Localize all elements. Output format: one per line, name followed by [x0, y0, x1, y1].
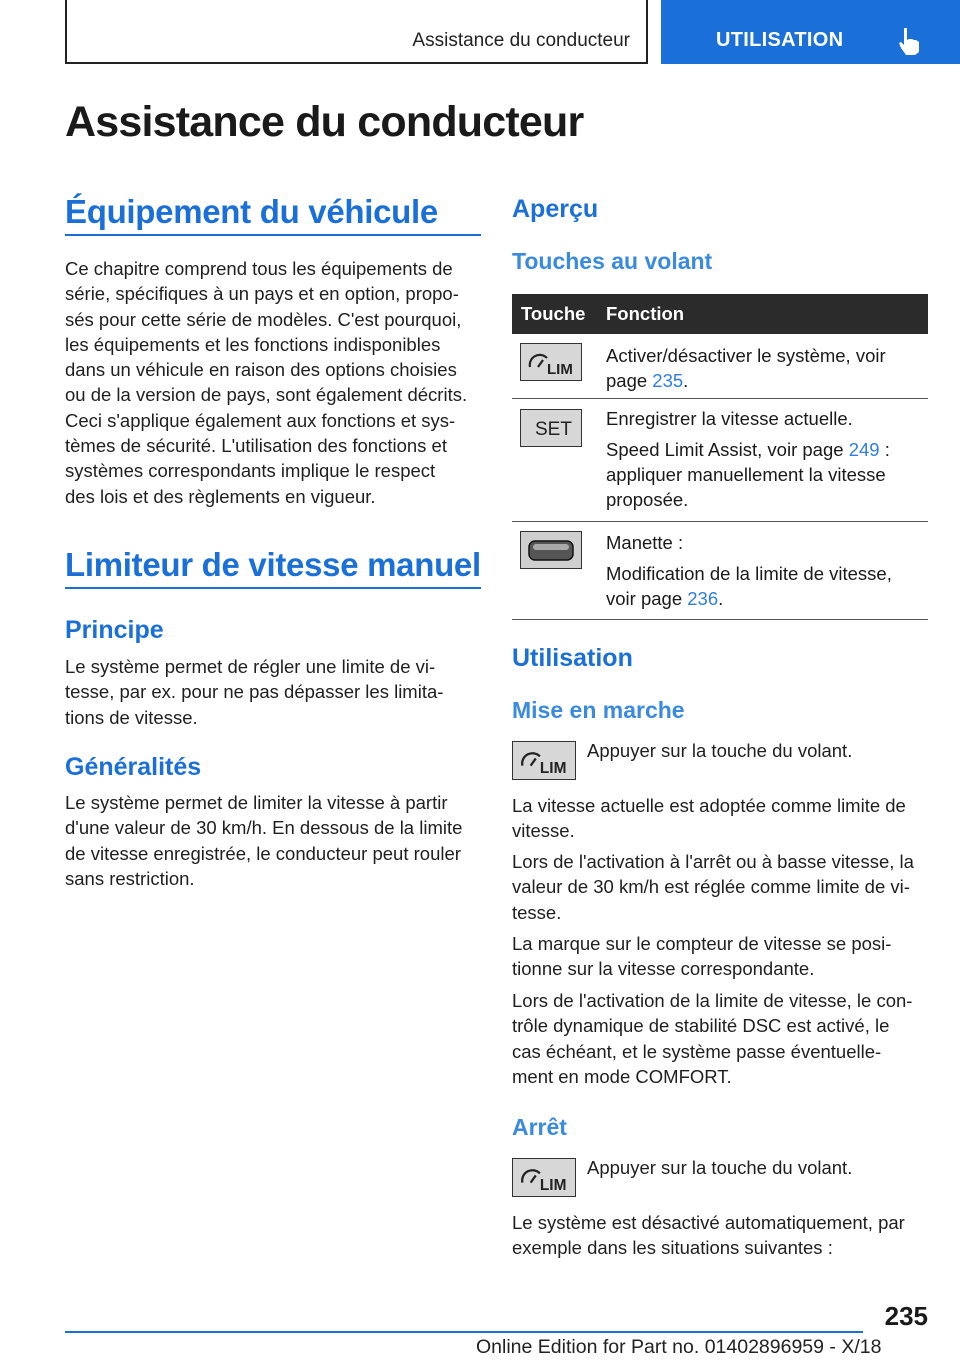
- table-cell-function: [606, 530, 892, 611]
- text-line: exemple dans les situations suivantes :: [512, 1237, 833, 1259]
- set-key-label: SET: [535, 419, 572, 440]
- text-line: sans restriction.: [65, 867, 195, 889]
- text-line: série, spécifiques à un pays et en option, propo-: [65, 283, 459, 305]
- table-header-function: Fonction: [606, 303, 685, 324]
- text-line: cas échéant, et le système passe éventuelle-: [512, 1040, 882, 1062]
- marche-paragraph: [512, 931, 891, 982]
- row-text: Manette :: [606, 532, 684, 553]
- table-header: [512, 294, 928, 334]
- text-line: ment en mode COMFORT.: [512, 1065, 732, 1087]
- header-section-title: Assistance du conducteur: [412, 30, 630, 51]
- lim-key-icon: [512, 741, 576, 780]
- page-link[interactable]: 249: [848, 439, 880, 460]
- table-row: [512, 399, 928, 522]
- lim-key-label: LIM: [539, 759, 567, 777]
- text-line: vitesse.: [512, 820, 575, 842]
- footer-rule: [65, 1331, 863, 1333]
- table-cell-function: [606, 343, 886, 393]
- subsection-title-utilisation: Utilisation: [512, 644, 633, 672]
- text-line: Lors de l'activation à l'arrêt ou à basse vitesse, la: [512, 851, 914, 872]
- text-line: des lois et des règlements en vigueur.: [65, 485, 376, 507]
- marche-paragraph: [512, 849, 914, 925]
- page-link[interactable]: 235: [652, 370, 684, 391]
- equipment-paragraph: [65, 256, 467, 509]
- principe-paragraph: [65, 654, 443, 730]
- section-rule: [65, 587, 481, 589]
- text-line: La vitesse actuelle est adoptée comme limite de: [512, 795, 906, 816]
- section-title-limiter: Limiteur de vitesse manuel: [65, 546, 481, 583]
- text-line: trôle dynamique de stabilité DSC est activé, le: [512, 1015, 890, 1037]
- row-text: appliquer manuellement la vitesse: [606, 464, 886, 485]
- subsection-title-general: Généralités: [65, 753, 202, 781]
- text-line: Le système permet de régler une limite de vi-: [65, 656, 436, 677]
- text-line: sés pour cette série de modèles. C'est pourquoi,: [65, 308, 462, 330]
- general-paragraph: [65, 790, 462, 891]
- text-line: La marque sur le compteur de vitesse se posi-: [512, 933, 892, 954]
- text-line: systèmes correspondants implique le respect: [65, 460, 436, 482]
- lim-key-icon: [520, 343, 582, 381]
- text-line: Lors de l'activation de la limite de vitesse, le con-: [512, 990, 913, 1011]
- subsection-title-apercu: Aperçu: [512, 195, 599, 223]
- marche-key-instruction: Appuyer sur la touche du volant.: [587, 740, 853, 761]
- subsection-title-arret: Arrêt: [512, 1114, 567, 1140]
- text-line: Ce chapitre comprend tous les équipements de: [65, 258, 453, 279]
- row-text: voir page 236.: [606, 588, 724, 609]
- subsection-title-touches: Touches au volant: [512, 248, 713, 274]
- text-line: tesse, par ex. pour ne pas dépasser les limita-: [65, 681, 444, 703]
- text-line: les équipements et les fonctions indisponibles: [65, 333, 441, 355]
- footer-edition: Online Edition for Part no. 01402896959 - X/18: [476, 1336, 882, 1358]
- lim-key-label: LIM: [539, 1176, 567, 1194]
- header-tab-label: UTILISATION: [716, 29, 844, 51]
- page-title: Assistance du conducteur: [65, 98, 584, 146]
- text-line: valeur de 30 km/h est réglée comme limite de vi-: [512, 876, 910, 898]
- row-text: Enregistrer la vitesse actuelle.: [606, 408, 853, 429]
- pointing-hand-icon: [897, 26, 921, 56]
- text-line: tions de vitesse.: [65, 706, 198, 728]
- set-key-icon: [520, 409, 582, 447]
- text-line: Le système permet de limiter la vitesse à partir: [65, 792, 448, 813]
- text-line: tesse.: [512, 901, 562, 923]
- arret-key-instruction: Appuyer sur la touche du volant.: [587, 1157, 853, 1178]
- row-text: proposée.: [606, 489, 689, 510]
- text-line: de vitesse enregistrée, le conducteur peut rouler: [65, 842, 461, 864]
- page-number: 235: [884, 1301, 928, 1331]
- lim-key-label: LIM: [547, 361, 573, 378]
- row-text: Modification de la limite de vitesse,: [606, 563, 892, 584]
- row-text: Activer/désactiver le système, voir: [606, 345, 886, 366]
- header-tab[interactable]: [661, 0, 960, 64]
- rocker-switch-icon: [520, 531, 582, 569]
- table-cell-function: [606, 406, 890, 512]
- row-text: Speed Limit Assist, voir page 249 :: [606, 439, 890, 460]
- marche-paragraph: [512, 793, 906, 844]
- text-line: dans un véhicule en raison des options choisies: [65, 359, 457, 381]
- subsection-title-mise-en-marche: Mise en marche: [512, 697, 685, 723]
- section-title-equipment: Équipement du véhicule: [65, 193, 438, 230]
- marche-paragraph: [512, 988, 912, 1089]
- text-line: ou de la version de pays, sont également décrits.: [65, 384, 468, 406]
- section-rule: [65, 234, 481, 236]
- text-line: d'une valeur de 30 km/h. En dessous de la limite: [65, 817, 463, 839]
- text-line: Le système est désactivé automatiquement, par: [512, 1212, 905, 1233]
- table-row: [512, 522, 928, 620]
- text-line: Ceci s'applique également aux fonctions et sys-: [65, 409, 456, 431]
- text-line: tionne sur la vitesse correspondante.: [512, 958, 815, 980]
- subsection-title-principe: Principe: [65, 616, 164, 644]
- table-row: [512, 334, 928, 399]
- lim-key-icon: [512, 1158, 576, 1197]
- table-header-key: Touche: [521, 303, 586, 324]
- page-link[interactable]: 236: [687, 588, 719, 609]
- text-line: tèmes de sécurité. L'utilisation des fonctions et: [65, 435, 447, 457]
- steering-keys-table: [512, 294, 928, 620]
- row-text: page 235.: [606, 370, 689, 391]
- arret-paragraph: [512, 1210, 905, 1261]
